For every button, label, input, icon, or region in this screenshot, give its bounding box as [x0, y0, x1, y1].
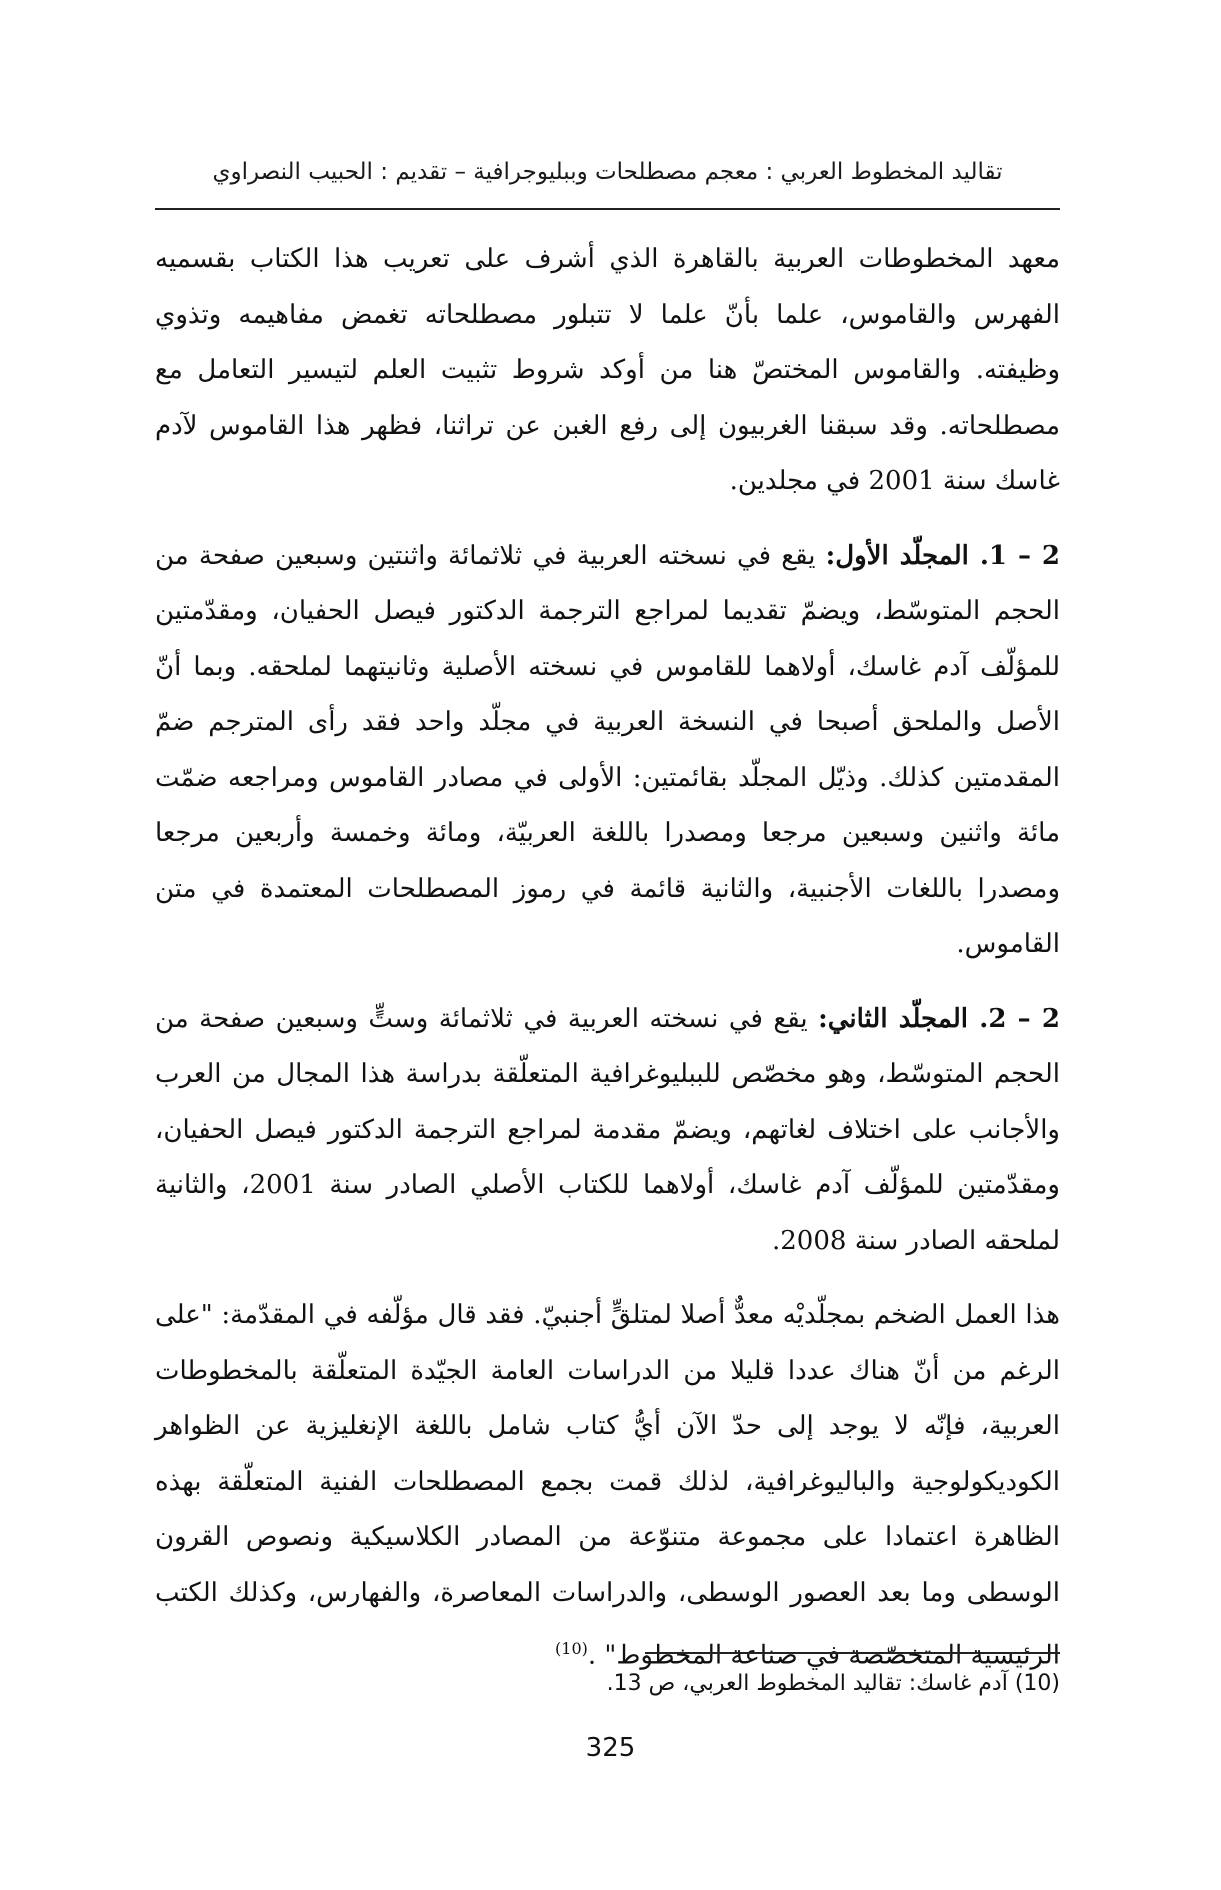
footnote-divider: [645, 1652, 1060, 1654]
footnote-reference: (10): [555, 1639, 588, 1658]
section-heading-volume-2: 2 – 2. المجلّد الثاني:: [818, 1003, 1060, 1034]
paragraph-volume-1: [155, 529, 1060, 973]
section-text-volume-2: يقع في نسخته العربية في ثلاثمائة وستٍّ وسبعين صفحة من الحجم المتوسّط، وهو مخصّص للببليوغرافية المتعلّقة بدراسة هذا المجال من العرب والأجانب على اختلاف لغاتهم، ويضمّ مقدمة لمراجع الترجمة الدكتور فيصل الحفيان، ومقدّمتين للمؤلّف آدم غاسك، أولاهما للكتاب الأصلي الصادر سنة 2001، والثانية لملحقه الصادر سنة 2008.: [155, 1003, 1060, 1256]
page-number: 325: [585, 1733, 636, 1763]
paragraph-intro: معهد المخطوطات العربية بالقاهرة الذي أشرف على تعريب هذا الكتاب بقسميه الفهرس والقاموس، علما بأنّ علما لا تتبلور مصطلحاته تغمض مفاهيمه وتذوي وظيفته. والقاموس المختصّ هنا من أوكد شروط تثبيت العلم لتيسير التعامل مع مصطلحاته. وقد سبقنا الغربيون إلى رفع الغبن عن تراثنا، فظهر هذا القاموس لآدم غاسك سنة 2001 في مجلدين.: [155, 244, 1060, 496]
main-text: [155, 232, 1060, 1703]
quotation-text: هذا العمل الضخم بمجلّديْه معدٌّ أصلا لمتلقٍّ أجنبيّ. فقد قال مؤلّفه في المقدّمة: "على الرغم من أنّ هناك عددا قليلا من الدراسات العامة الجيّدة المتعلّقة بالمخطوطات العربية، فإنّه لا يوجد إلى حدّ الآن أيُّ كتاب شامل باللغة الإنغليزية عن الظواهر الكوديكولوجية والباليوغرافية، لذلك قمت بجمع المصطلحات الفنية المتعلّقة بهذه الظاهرة اعتمادا على مجموعة متنوّعة من المصادر الكلاسيكية ونصوص القرون الوسطى وما بعد العصور الوسطى، والدراسات المعاصرة، والفهارس، وكذلك الكتب الرئيسية المتخصّصة في صناعة المخطوط" .: [155, 1300, 1060, 1671]
section-text-volume-1: يقع في نسخته العربية في ثلاثمائة واثنتين وسبعين صفحة من الحجم المتوسّط، ويضمّ تقديما لمراجع الترجمة الدكتور فيصل الحفيان، ومقدّمتين للمؤلّف آدم غاسك، أولاهما للقاموس في نسخته الأصلية وثانيتهما لملحقه. وبما أنّ الأصل والملحق أصبحا في النسخة العربية في مجلّد واحد فقد رأى المترجم ضمّ المقدمتين كذلك. وذيّل المجلّد بقائمتين: الأولى في مصادر القاموس ومراجعه ضمّت مائة واثنين وسبعين مرجعا ومصدرا باللغة العربيّة، ومائة وخمسة وأربعين مرجعا ومصدرا باللغات الأجنبية، والثانية قائمة في رموز المصطلحات المعتمدة في متن القاموس.: [155, 540, 1060, 959]
footnote: (10) آدم غاسك: تقاليد المخطوط العربي، ص 13.: [606, 1671, 1060, 1696]
paragraph-quotation: [155, 1288, 1060, 1684]
paragraph-volume-2: [155, 992, 1060, 1270]
section-heading-volume-1: 2 – 1. المجلّد الأول:: [825, 540, 1061, 571]
running-header: تقاليد المخطوط العربي : معجم مصطلحات وببليوجرافية – تقديم : الحبيب النصراوي: [212, 159, 1003, 185]
header-divider: [155, 208, 1060, 210]
